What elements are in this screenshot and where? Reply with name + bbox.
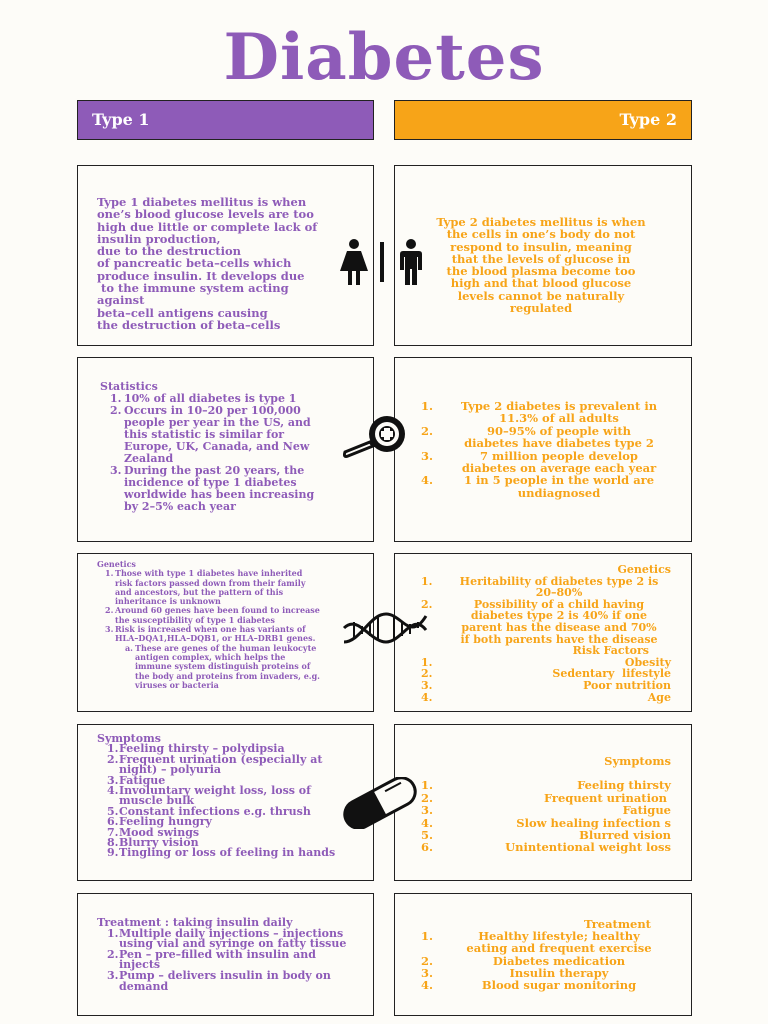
list-marker: 2. (107, 947, 119, 961)
list-item-text: night) – polyuria (119, 763, 222, 777)
definition-line: the blood plasma become too (446, 264, 636, 279)
list-marker: 1. (421, 574, 433, 588)
list-item-text: 20–80% (535, 586, 583, 600)
type1-header: Type 1 (77, 100, 374, 140)
type2-genetics-list (421, 576, 671, 646)
list-marker: 1. (421, 655, 433, 669)
treatment-item (97, 947, 369, 972)
list-marker: 2. (421, 953, 434, 968)
type1-treatment-box (77, 893, 374, 1016)
definition-line: respond to insulin, meaning (450, 239, 632, 254)
list-item-text: viruses or bacteria (135, 679, 219, 690)
type1-genetics-list (97, 569, 369, 690)
list-item-text: the susceptibility of type 1 diabetes (115, 614, 275, 625)
symptom-item (97, 848, 369, 858)
definition-line: that the levels of glucose in (451, 251, 631, 266)
list-item-text: undiagnosed (517, 485, 601, 500)
genetics-item (421, 622, 671, 634)
definition-line: against (97, 293, 145, 308)
definition-line: Type 1 diabetes mellitus is when (97, 195, 307, 209)
list-marker: 6. (107, 815, 119, 829)
definition-line: regulated (509, 301, 573, 316)
dna-icon (340, 608, 430, 648)
list-item-text: Involuntary weight loss, loss of (119, 784, 311, 798)
list-item-text: Heritability of diabetes type 2 is (459, 574, 659, 588)
statistics-item (421, 474, 671, 486)
statistics-item (421, 437, 671, 449)
list-item-text: Possibility of a child having (473, 597, 645, 611)
list-item-text: Fatigue (119, 773, 166, 787)
treatment-item (97, 968, 369, 993)
type1-treatment-heading: Treatment : taking insulin daily (97, 916, 293, 929)
list-item-text: parent has the disease and 70% (461, 620, 657, 634)
list-item-text: Feeling thirsty – polydipsia (119, 742, 285, 756)
list-item-text: Blurry vision (119, 836, 199, 850)
list-marker: 3. (421, 448, 434, 463)
list-item-text: Type 2 diabetes is prevalent in (460, 399, 658, 413)
list-item-text: and ancestors, but the pattern of this (115, 586, 284, 597)
list-marker: 3. (421, 678, 433, 692)
list-item-text: diabetes type 2 is 40% if one (470, 609, 648, 623)
list-item-text: this statistic is similar for (124, 428, 285, 441)
list-item-text: Blurred vision (579, 828, 671, 843)
type1-symptoms-heading: Symptoms (97, 732, 161, 745)
list-marker: 3. (107, 968, 119, 982)
type2-symptoms-list (421, 779, 671, 853)
list-item-text: Pump – delivers insulin in body on (119, 968, 331, 982)
type2-genetics-heading: Genetics (617, 563, 671, 576)
list-item-text: These are genes of the human leukocyte (135, 642, 317, 653)
pill-icon (338, 777, 423, 829)
list-marker: 4. (421, 978, 434, 993)
list-item-text: if both parents have the disease (460, 632, 658, 646)
type2-treatment-list (421, 930, 671, 991)
list-marker (421, 942, 447, 954)
list-item-text: muscle bulk (119, 794, 195, 808)
genetics-item (97, 625, 369, 644)
list-marker: 7. (107, 825, 119, 839)
definition-line: of pancreatic beta–cells which (97, 256, 292, 271)
list-marker: 4. (421, 815, 434, 830)
type2-treatment-box (394, 893, 692, 1016)
list-marker: a. (125, 642, 133, 653)
list-marker: 1. (421, 399, 434, 413)
risk-factor-item (421, 680, 671, 692)
list-item-text: 7 million people develop (480, 448, 638, 463)
list-marker: 1. (105, 568, 114, 579)
list-item-text: 10% of all diabetes is type 1 (124, 392, 297, 405)
list-item-text: risk factors passed down from their family (115, 577, 306, 588)
treatment-item (421, 942, 671, 954)
symptom-item (421, 804, 671, 816)
list-item-text: Insulin therapy (509, 965, 609, 980)
list-marker: 3. (105, 624, 114, 635)
list-marker: 2. (421, 423, 434, 438)
list-item-text: immune system distinguish proteins of (135, 661, 311, 672)
list-marker: 4. (421, 473, 434, 488)
definition-line: due to the destruction (97, 244, 241, 259)
type1-symptoms-box (77, 724, 374, 881)
list-item-text: 11.3% of all adults (499, 411, 619, 426)
type2-header: Type 2 (394, 100, 692, 140)
statistics-item (100, 465, 360, 513)
treatment-item (421, 979, 671, 991)
type2-symptoms-box (394, 724, 692, 881)
list-item-text: diabetes have diabetes type 2 (464, 436, 654, 451)
type1-definition-text (97, 196, 367, 331)
list-marker: 1. (421, 929, 434, 944)
list-marker: 5. (107, 804, 119, 818)
list-item-text: Unintentional weight loss (505, 840, 671, 855)
risk-factor-item (421, 692, 671, 704)
list-marker: 2. (421, 790, 434, 805)
list-marker: 9. (107, 846, 119, 860)
list-item-text: Frequent urination (543, 790, 671, 805)
statistics-item (421, 487, 671, 499)
genetics-item (97, 569, 369, 606)
symptom-item (97, 752, 369, 777)
list-item-text: Frequent urination (especially at (119, 752, 323, 766)
definition-line: beta–cell antigens causing (97, 305, 268, 320)
list-item-text: demand (119, 979, 169, 993)
list-marker: 5. (421, 828, 434, 843)
list-item-text: eating and frequent exercise (466, 941, 652, 956)
list-marker (421, 412, 447, 424)
genetics-item (97, 606, 369, 625)
list-marker: 1. (421, 778, 434, 793)
list-item-text: Diabetes medication (492, 953, 626, 968)
type2-risk-heading: Risk Factors (572, 644, 649, 658)
definition-line: the destruction of beta–cells (97, 317, 281, 332)
definition-line: insulin production, (97, 231, 221, 246)
list-marker: 2. (107, 752, 119, 766)
list-item-text: Those with type 1 diabetes have inherited (115, 568, 303, 579)
list-marker: 1. (110, 392, 122, 405)
list-marker: 4. (421, 690, 433, 704)
definition-line: high due little or complete lack of (97, 219, 318, 234)
type1-genetics-heading: Genetics (97, 559, 136, 569)
type2-definition-text (411, 216, 671, 314)
list-item-text: by 2–5% each year (124, 500, 236, 513)
definition-line: high and that blood glucose (450, 276, 632, 291)
type2-definition-box (394, 165, 692, 346)
list-marker: 6. (421, 840, 434, 855)
list-item-text: HLA–DQA1,HLA–DQB1, or HLA–DRB1 genes. (115, 633, 316, 644)
list-item-text: Feeling hungry (119, 815, 212, 829)
list-item-text: injects (119, 958, 161, 972)
type2-risk-list (421, 657, 671, 703)
type1-statistics-box (77, 357, 374, 542)
statistics-item (421, 412, 671, 424)
treatment-item (97, 926, 369, 951)
list-item-text: Around 60 genes have been found to increase (115, 605, 320, 616)
symptom-item (421, 779, 671, 791)
type2-symptoms-heading: Symptoms (604, 754, 671, 768)
list-item-text: Multiple daily injections – injections (119, 926, 344, 940)
people-icon (335, 238, 430, 286)
symptom-item (421, 841, 671, 853)
list-item-text: Poor nutrition (583, 678, 671, 692)
list-marker: 2. (105, 605, 114, 616)
list-marker (421, 437, 447, 449)
type1-treatment-list (97, 926, 369, 993)
list-item-text: Occurs in 10–20 per 100,000 (124, 404, 301, 417)
list-item-text: Fatigue (622, 803, 671, 818)
list-item-text: Constant infections e.g. thrush (119, 804, 311, 818)
list-marker: 2. (110, 404, 122, 417)
definition-line: levels cannot be naturally (457, 288, 625, 303)
list-marker: 3. (421, 965, 434, 980)
list-item-text: 90–95% of people with (486, 423, 631, 438)
type2-statistics-list (421, 400, 671, 499)
type1-statistics-list (100, 393, 360, 513)
symptom-item (97, 786, 369, 807)
type1-statistics-heading: Statistics (100, 380, 158, 393)
list-marker: 1. (107, 742, 119, 756)
list-item-text: Sedentary lifestyle (552, 667, 671, 681)
list-item-text: Blood sugar monitoring (481, 978, 637, 993)
statistics-item (100, 405, 360, 465)
definition-line: to the immune system acting (97, 281, 289, 296)
list-item-text: Feeling thirsty (577, 778, 671, 793)
list-item-text: Europe, UK, Canada, and New (124, 440, 310, 453)
type2-genetics-box (394, 553, 692, 712)
list-item-text: inheritance is unknown (115, 596, 221, 607)
list-item-text: people per year in the US, and (124, 416, 311, 429)
list-marker: 3. (421, 803, 434, 818)
list-item-text: Age (647, 690, 671, 704)
list-marker: 2. (421, 597, 433, 611)
list-item-text: Slow healing infection s (516, 815, 671, 830)
list-item-text: worldwide has been increasing (124, 488, 315, 501)
list-item-text: Risk is increased when one has variants of (115, 624, 306, 635)
type2-treatment-heading: Treatment (583, 917, 651, 931)
list-marker: 1. (107, 926, 119, 940)
list-marker: 4. (107, 784, 119, 798)
magnifier-icon (340, 414, 420, 462)
list-item-text: Pen – pre–filled with insulin and (119, 947, 316, 961)
list-item-text: Zealand (124, 452, 174, 465)
list-item-text: Obesity (624, 655, 671, 669)
type1-symptoms-list (97, 744, 369, 858)
list-marker: 3. (110, 464, 122, 477)
list-item-text: During the past 20 years, the (124, 464, 305, 477)
list-marker (421, 487, 447, 499)
list-item-text: Healthy lifestyle; healthy (478, 929, 640, 944)
definition-line: the cells in one’s body do not (446, 227, 636, 242)
definition-line: one’s blood glucose levels are too (97, 207, 314, 222)
genetics-subitem (97, 644, 369, 690)
list-item-text: using vial and syringe on fatty tissue (119, 937, 347, 951)
page-title: Diabetes (223, 20, 545, 95)
type2-statistics-box (394, 357, 692, 542)
list-item-text: antigen complex, which helps the (135, 651, 286, 662)
list-marker: 3. (107, 773, 119, 787)
list-item-text: incidence of type 1 diabetes (124, 476, 297, 489)
list-item-text: Mood swings (119, 825, 200, 839)
list-marker: 2. (421, 667, 433, 681)
list-item-text: the body and proteins from invaders, e.g. (135, 670, 320, 681)
list-item-text: diabetes on average each year (461, 461, 657, 476)
definition-line: Type 2 diabetes mellitus is when (436, 215, 646, 229)
list-item-text: 1 in 5 people in the world are (463, 473, 655, 488)
definition-line: produce insulin. It develops due (97, 268, 305, 283)
list-marker: 8. (107, 836, 119, 850)
treatment-item (421, 955, 671, 967)
type1-genetics-box (77, 553, 374, 712)
type1-definition-box (77, 165, 374, 346)
list-item-text: Tingling or loss of feeling in hands (119, 846, 336, 860)
